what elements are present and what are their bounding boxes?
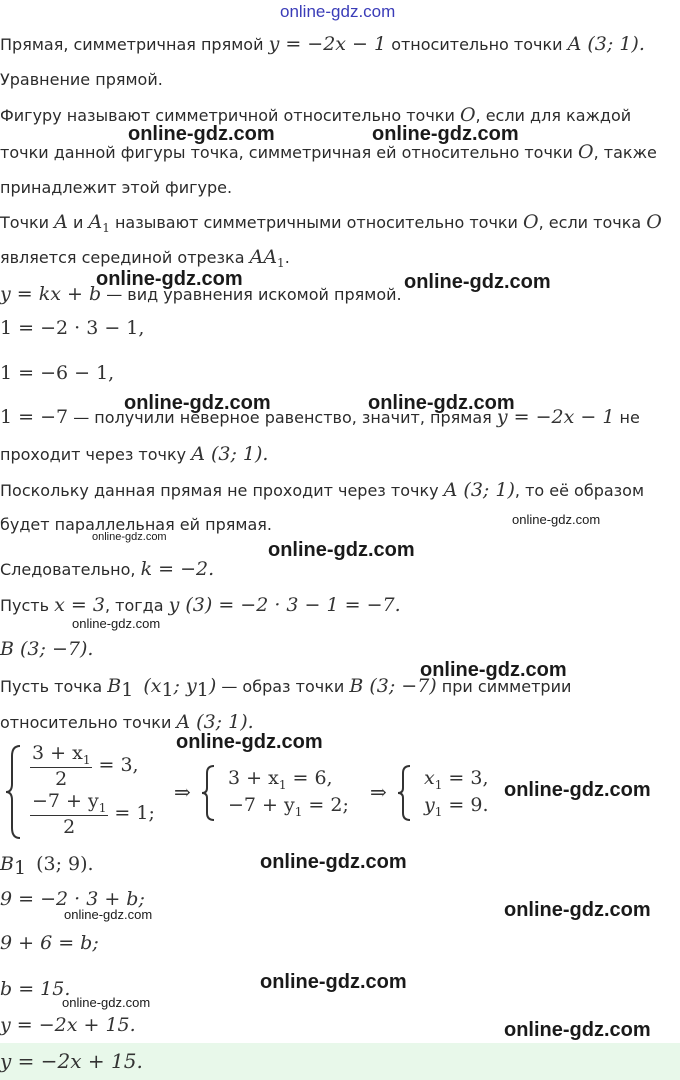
image-point-intro-cont: относительно точки A (3; 1). xyxy=(0,711,254,733)
watermark-top: online-gdz.com xyxy=(280,2,396,21)
image-point-intro: Пусть точка $B_1$ ($x_1$; $y_1$) — образ точки B (3; −7) при симметрии xyxy=(0,675,572,702)
subtitle-equation: Уравнение прямой. xyxy=(0,70,163,89)
b-value: b = 15. xyxy=(0,978,71,1000)
check-step-2: 1 = −6 − 1, xyxy=(0,362,115,384)
system2-row-1: $3 + x_1 = 6$, xyxy=(228,767,333,792)
watermark: online-gdz.com xyxy=(96,268,243,290)
check-result: 1 = −7 — получили неверное равенство, значит, прямая y = −2x − 1 не xyxy=(0,406,640,428)
watermark: online-gdz.com xyxy=(268,539,415,561)
parallel-reason-cont: будет параллельная ей прямая. xyxy=(0,515,272,534)
parallel-reason: Поскольку данная прямая не проходит через точку A (3; 1), то её образом xyxy=(0,479,645,501)
fraction-row-2: $\frac{-7 + y_1}{2}$ = 1; xyxy=(32,790,155,838)
watermark: online-gdz.com xyxy=(260,971,407,993)
definition-line-2: точки данной фигуры точка, симметричная ей относительно точки O, также xyxy=(0,141,657,163)
fraction-row-1: $\frac{3 + x_1}{2}$ = 3, xyxy=(32,742,139,790)
watermark: online-gdz.com xyxy=(404,271,551,293)
watermark: online-gdz.com xyxy=(420,659,567,681)
left-brace-2 xyxy=(200,764,218,822)
definition-line-3: принадлежит этой фигуре. xyxy=(0,178,233,197)
check-step-1: 1 = −2 · 3 − 1, xyxy=(0,317,145,339)
definition-line-1: Фигуру называют симметричной относительно точки O, если для каждой xyxy=(0,104,632,126)
answer-text: y = −2x + 15. xyxy=(0,1049,143,1073)
problem-statement: Прямая, симметричная прямой y = −2x − 1 относительно точки A (3; 1). xyxy=(0,33,645,55)
point-b: B (3; −7). xyxy=(0,638,94,660)
implies-arrow-2: ⇒ xyxy=(370,780,387,804)
point-b1: $B_1$ (3; 9). xyxy=(0,853,94,880)
substitute-step: 9 = −2 · 3 + b; xyxy=(0,888,145,910)
watermark: online-gdz.com xyxy=(72,616,161,631)
system3-row-1: $x_1 = 3$, xyxy=(424,767,489,792)
system3-row-2: $y_1 = 9$. xyxy=(424,794,489,819)
check-result-cont: проходит через точку A (3; 1). xyxy=(0,443,269,465)
watermark: online-gdz.com xyxy=(368,392,515,414)
point-calc: Пусть x = 3, тогда y (3) = −2 · 3 − 1 = −7. xyxy=(0,594,401,616)
watermark: online-gdz.com xyxy=(64,907,153,922)
watermark: online-gdz.com xyxy=(372,123,519,145)
result-equation: y = −2x + 15. xyxy=(0,1014,136,1036)
solve-step: 9 + 6 = b; xyxy=(0,932,99,954)
line-equation-form: y = kx + b — вид уравнения искомой прямой. xyxy=(0,283,402,305)
watermark: online-gdz.com xyxy=(504,899,651,921)
watermark: online-gdz.com xyxy=(512,512,601,527)
system2-row-2: $-7 + y_1 = 2$; xyxy=(228,794,349,819)
definition-line-4: Точки A и $A_1$ называют симметричными относительно точки O, если точка O xyxy=(0,211,662,236)
watermark: online-gdz.com xyxy=(176,731,323,753)
watermark: online-gdz.com xyxy=(260,851,407,873)
slope-conclusion: Следовательно, k = −2. xyxy=(0,558,215,580)
definition-line-5: является серединой отрезка $AA_1$. xyxy=(0,246,290,271)
left-brace-3 xyxy=(396,764,414,822)
implies-arrow-1: ⇒ xyxy=(174,780,191,804)
left-brace-1 xyxy=(4,744,24,840)
watermark: online-gdz.com xyxy=(504,1019,651,1041)
watermark: online-gdz.com xyxy=(128,123,275,145)
answer-box xyxy=(0,1043,680,1080)
watermark: online-gdz.com xyxy=(62,995,151,1010)
watermark: online-gdz.com xyxy=(124,392,271,414)
watermark: online-gdz.com xyxy=(92,531,167,543)
watermark: online-gdz.com xyxy=(504,779,651,801)
